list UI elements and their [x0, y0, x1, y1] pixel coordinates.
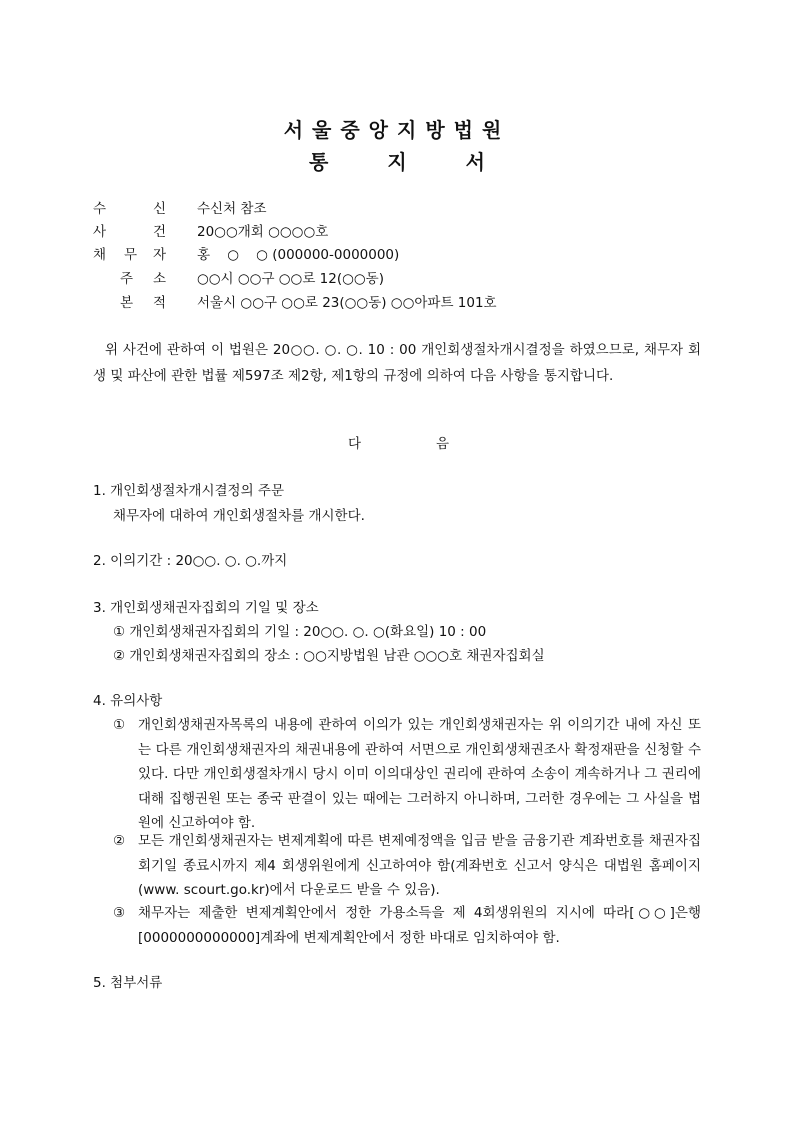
- address-row: [0, 268, 794, 290]
- notice-item: [113, 901, 701, 950]
- document-title: 통 지 서: [309, 150, 511, 174]
- notice-item-text: 모든 개인회생채권자는 변제계획에 따른 변제예정액을 입금 받을 금융기관 계좌번호를 채권자집회기일 종료시까지 제4 회생위원에게 신고하여야 함(계좌번호 신고서 양식은 대법원 홈페이지(www. scourt.go.kr)에서 다운로드 받을 수 있음).: [138, 833, 701, 898]
- following-heading: [0, 432, 794, 456]
- debtor-row: [0, 244, 794, 266]
- section-2-heading: 2. 이의기간 : 20○○. ○. ○.까지: [93, 553, 288, 569]
- domicile-label-2: 적: [153, 295, 167, 311]
- recipient-label-2: 신: [153, 201, 167, 217]
- debtor-label-2: 무: [124, 247, 138, 263]
- notice-item-number: ②: [113, 833, 126, 849]
- notice-item: [113, 713, 701, 836]
- domicile-label-1: 본: [120, 295, 134, 311]
- section-1-body: 채무자에 대하여 개인회생절차를 개시한다.: [113, 508, 365, 524]
- notice-item-text: 채무자는 제출한 변제계획안에서 정한 가용소득을 제 4회생위원의 지시에 따라[○○]은행[0000000000000]계좌에 변제계획안에서 정한 바대로 임치하여야 함.: [138, 905, 701, 946]
- notice-item-number: ③: [113, 905, 126, 921]
- court-name: 서울중앙지방법원: [283, 118, 511, 142]
- domicile-row: [0, 292, 794, 314]
- section-5-heading: 5. 첨부서류: [93, 975, 163, 991]
- section-4-heading: 4. 유의사항: [93, 693, 163, 709]
- recipient-value: 수신처 참조: [197, 201, 267, 217]
- section-3-item-1: ① 개인회생채권자집회의 기일 : 20○○. ○. ○(화요일) 10 : 00: [113, 624, 487, 640]
- debtor-label-1: 채: [93, 247, 107, 263]
- notice-item-text: 개인회생채권자목록의 내용에 관하여 이의가 있는 개인회생채권자는 위 이의기간 내에 자신 또는 다른 개인회생채권자의 채권내용에 관하여 서면으로 개인회생채권조사 확정재판을 신청할 수 있다. 다만 개인회생절차개시 당시 이미 이의대상인 권리에 관하여 소송이 계속하거나 그 권리에 대해 집행권원 또는 종국 판결이 있는 때에는 그러하지 아니하며, 그러한 경우에는 그 사실을 법원에 신고하여야 함.: [138, 717, 701, 831]
- address-label-1: 주: [120, 271, 134, 287]
- recipient-label-1: 수: [93, 201, 107, 217]
- notice-item: [113, 829, 701, 903]
- section-1-heading: 1. 개인회생절차개시결정의 주문: [93, 483, 284, 499]
- following-left: 다: [348, 436, 362, 452]
- case-row: [0, 221, 794, 243]
- section-3-item-2: ② 개인회생채권자집회의 장소 : ○○지방법원 남관 ○○○호 채권자집회실: [113, 648, 545, 664]
- debtor-label-3: 자: [153, 247, 167, 263]
- domicile-value: 서울시 ○○구 ○○로 23(○○동) ○○아파트 101호: [197, 295, 497, 311]
- address-value: ○○시 ○○구 ○○로 12(○○동): [197, 271, 384, 287]
- case-label-2: 건: [153, 224, 167, 240]
- intro-paragraph: 위 사건에 관하여 이 법원은 20○○. ○. ○. 10 : 00 개인회생절차개시결정을 하였으므로, 채무자 회생 및 파산에 관한 법률 제597조 제2항, 제1항의 규정에 의하여 다음 사항을 통지합니다.: [93, 342, 701, 384]
- following-right: 음: [436, 436, 450, 452]
- recipient-row: [0, 198, 794, 220]
- case-label-1: 사: [93, 224, 107, 240]
- case-value: 20○○개회 ○○○○호: [197, 224, 329, 240]
- debtor-value: 홍 ○ ○ (000000-0000000): [197, 247, 400, 263]
- notice-item-number: ①: [113, 717, 126, 733]
- section-3-heading: 3. 개인회생채권자집회의 기일 및 장소: [93, 600, 319, 616]
- address-label-2: 소: [153, 271, 167, 287]
